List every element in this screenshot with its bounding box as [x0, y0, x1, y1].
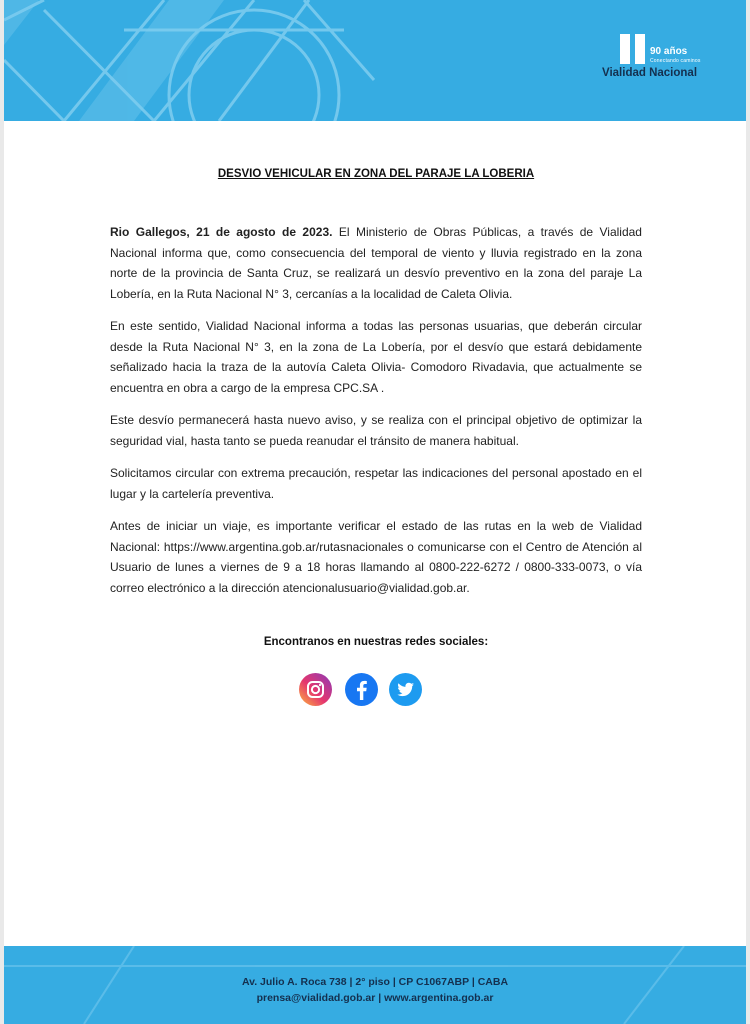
- vialidad-logo: [602, 34, 712, 84]
- document-page: [4, 0, 746, 1024]
- instagram-icon[interactable]: [299, 673, 332, 706]
- paragraph-1: [110, 222, 642, 304]
- facebook-icon[interactable]: [345, 673, 378, 706]
- paragraph-4: Solicitamos circular con extrema precaución, respetar las indicaciones del personal apostado en el lugar y la cartelería preventiva.: [110, 466, 642, 501]
- paragraph-3: Este desvío permanecerá hasta nuevo aviso, y se realiza con el principal objetivo de optimizar la seguridad vial, hasta tanto se pueda reanudar el tránsito de manera habitual.: [110, 413, 642, 448]
- footer-contact: prensa@vialidad.gob.ar | www.argentina.gob.ar: [256, 992, 494, 1004]
- dateline: Rio Gallegos, 21 de agosto de 2023.: [110, 225, 333, 239]
- page-title: DESVIO VEHICULAR EN ZONA DEL PARAJE LA LOBERIA: [217, 168, 535, 180]
- logo-mark-icon: [620, 34, 650, 64]
- twitter-icon[interactable]: [389, 673, 422, 706]
- footer-address: Av. Julio A. Roca 738 | 2° piso | CP C1067ABP | CABA: [241, 976, 509, 988]
- paragraph-2: En este sentido, Vialidad Nacional informa a todas las personas usuarias, que deberán circular desde la Ruta Nacional N° 3, en la zona de La Lobería, por el desvío que estará debidamente señalizado hacia la traza de la autovía Caleta Olivia- Comodoro Rivadavia, que actualmente se encuentra en obra a cargo de la empresa CPC.SA .: [110, 319, 642, 395]
- header-banner: [4, 0, 746, 121]
- logo-name: Vialidad Nacional: [602, 67, 698, 79]
- paragraph-1-text: El Ministerio de Obras Públicas, a través de Vialidad Nacional informa que, como consecuencia del temporal de viento y lluvia registrado en la zona norte de la provincia de Santa Cruz, se realizará un desvío preventivo en la zona del paraje La Lobería, en la Ruta Nacional N° 3, cercanías a la localidad de Caleta Olivia.: [110, 225, 642, 301]
- footer-banner: [4, 946, 746, 1024]
- logo-tagline: Conectando caminos: [650, 58, 701, 64]
- document-body: [110, 168, 642, 610]
- logo-anios: 90 años: [650, 46, 688, 57]
- paragraph-5: Antes de iniciar un viaje, es importante verificar el estado de las rutas en la web de Vialidad Nacional: https://www.argentina.gob.ar/rutasnacionales o comunicarse con el Centro de Atención al Usuario de lunes a viernes de 9 a 18 horas llamando al 0800-222-6272 / 0800-333-0073, o vía correo electrónico a la dirección atencionalusuario@vialidad.gob.ar.: [110, 519, 642, 595]
- social-title: Encontranos en nuestras redes sociales:: [263, 636, 489, 648]
